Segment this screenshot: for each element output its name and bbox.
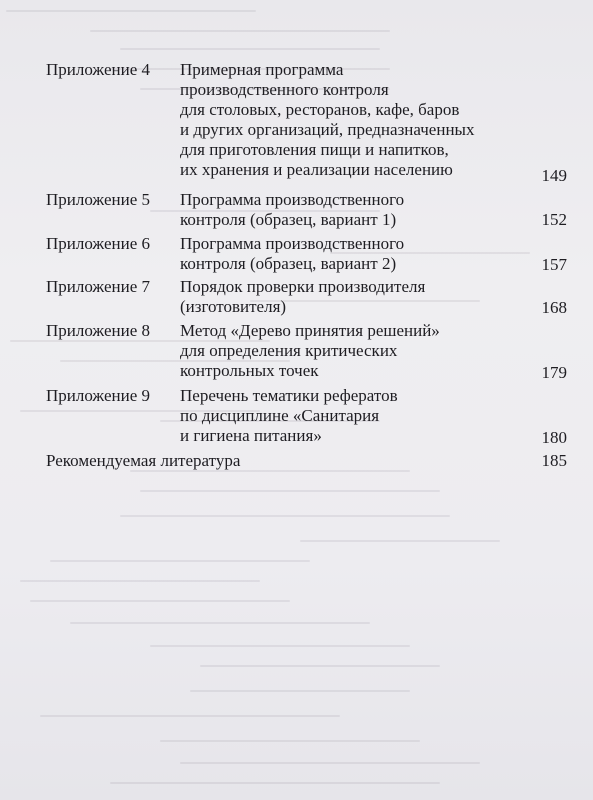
toc-entry-title-line: Примерная программа: [180, 60, 344, 79]
toc-entry-title: [180, 60, 530, 180]
toc-entry-page-number: 179: [541, 363, 567, 382]
toc-entry-label: Приложение 8: [46, 321, 150, 340]
toc-entry-title-line: и других организаций, предназначенных: [180, 120, 475, 139]
toc-entry-page-number: 185: [541, 451, 567, 470]
toc-entry-title-line: Программа производственного: [180, 190, 405, 209]
toc-entry-title-line: контроля (образец, вариант 1): [180, 210, 397, 229]
toc-entry-title: [180, 321, 530, 381]
toc-entry-title-line: для определения критических: [180, 341, 398, 360]
toc-entry-title-line: и гигиена питания»: [180, 426, 322, 445]
toc-entry-title: [180, 190, 530, 230]
toc-entry-label: Приложение 7: [46, 277, 150, 296]
toc-entry-title-line: их хранения и реализации населению: [180, 160, 453, 179]
toc-entry-title-line: контрольных точек: [180, 361, 319, 380]
toc-entry-label: Приложение 9: [46, 386, 150, 405]
toc-entry-title-line: (изготовителя): [180, 297, 287, 316]
toc-entry-title-line: Программа производственного: [180, 234, 405, 253]
toc-entry-title: [180, 386, 530, 446]
toc-entry-title-line: Порядок проверки производителя: [180, 277, 426, 296]
toc-entry-label: Приложение 5: [46, 190, 150, 209]
toc-entry-page-number: 180: [541, 428, 567, 447]
toc-entry-title: [180, 234, 530, 274]
toc-entry-title-line: Метод «Дерево принятия решений»: [180, 321, 440, 340]
toc-entry-label: Приложение 4: [46, 60, 150, 79]
toc-entry-title-line: для приготовления пищи и напитков,: [180, 140, 449, 159]
toc-entry-title-line: контроля (образец, вариант 2): [180, 254, 397, 273]
toc-entry-title-line: производственного контроля: [180, 80, 389, 99]
toc-entry-title-line: Перечень тематики рефератов: [180, 386, 398, 405]
toc-entry-page-number: 152: [541, 210, 567, 229]
toc-entry-title: [180, 277, 530, 317]
toc-entry-page-number: 168: [541, 298, 567, 317]
toc-entry-title-line: для столовых, ресторанов, кафе, баров: [180, 100, 460, 119]
toc-entry-label: Рекомендуемая литература: [46, 451, 241, 470]
toc-entry-page-number: 157: [541, 255, 567, 274]
toc-entry-label: Приложение 6: [46, 234, 150, 253]
toc-entry-title-line: по дисциплине «Санитария: [180, 406, 380, 425]
toc-entry-page-number: 149: [541, 166, 567, 185]
